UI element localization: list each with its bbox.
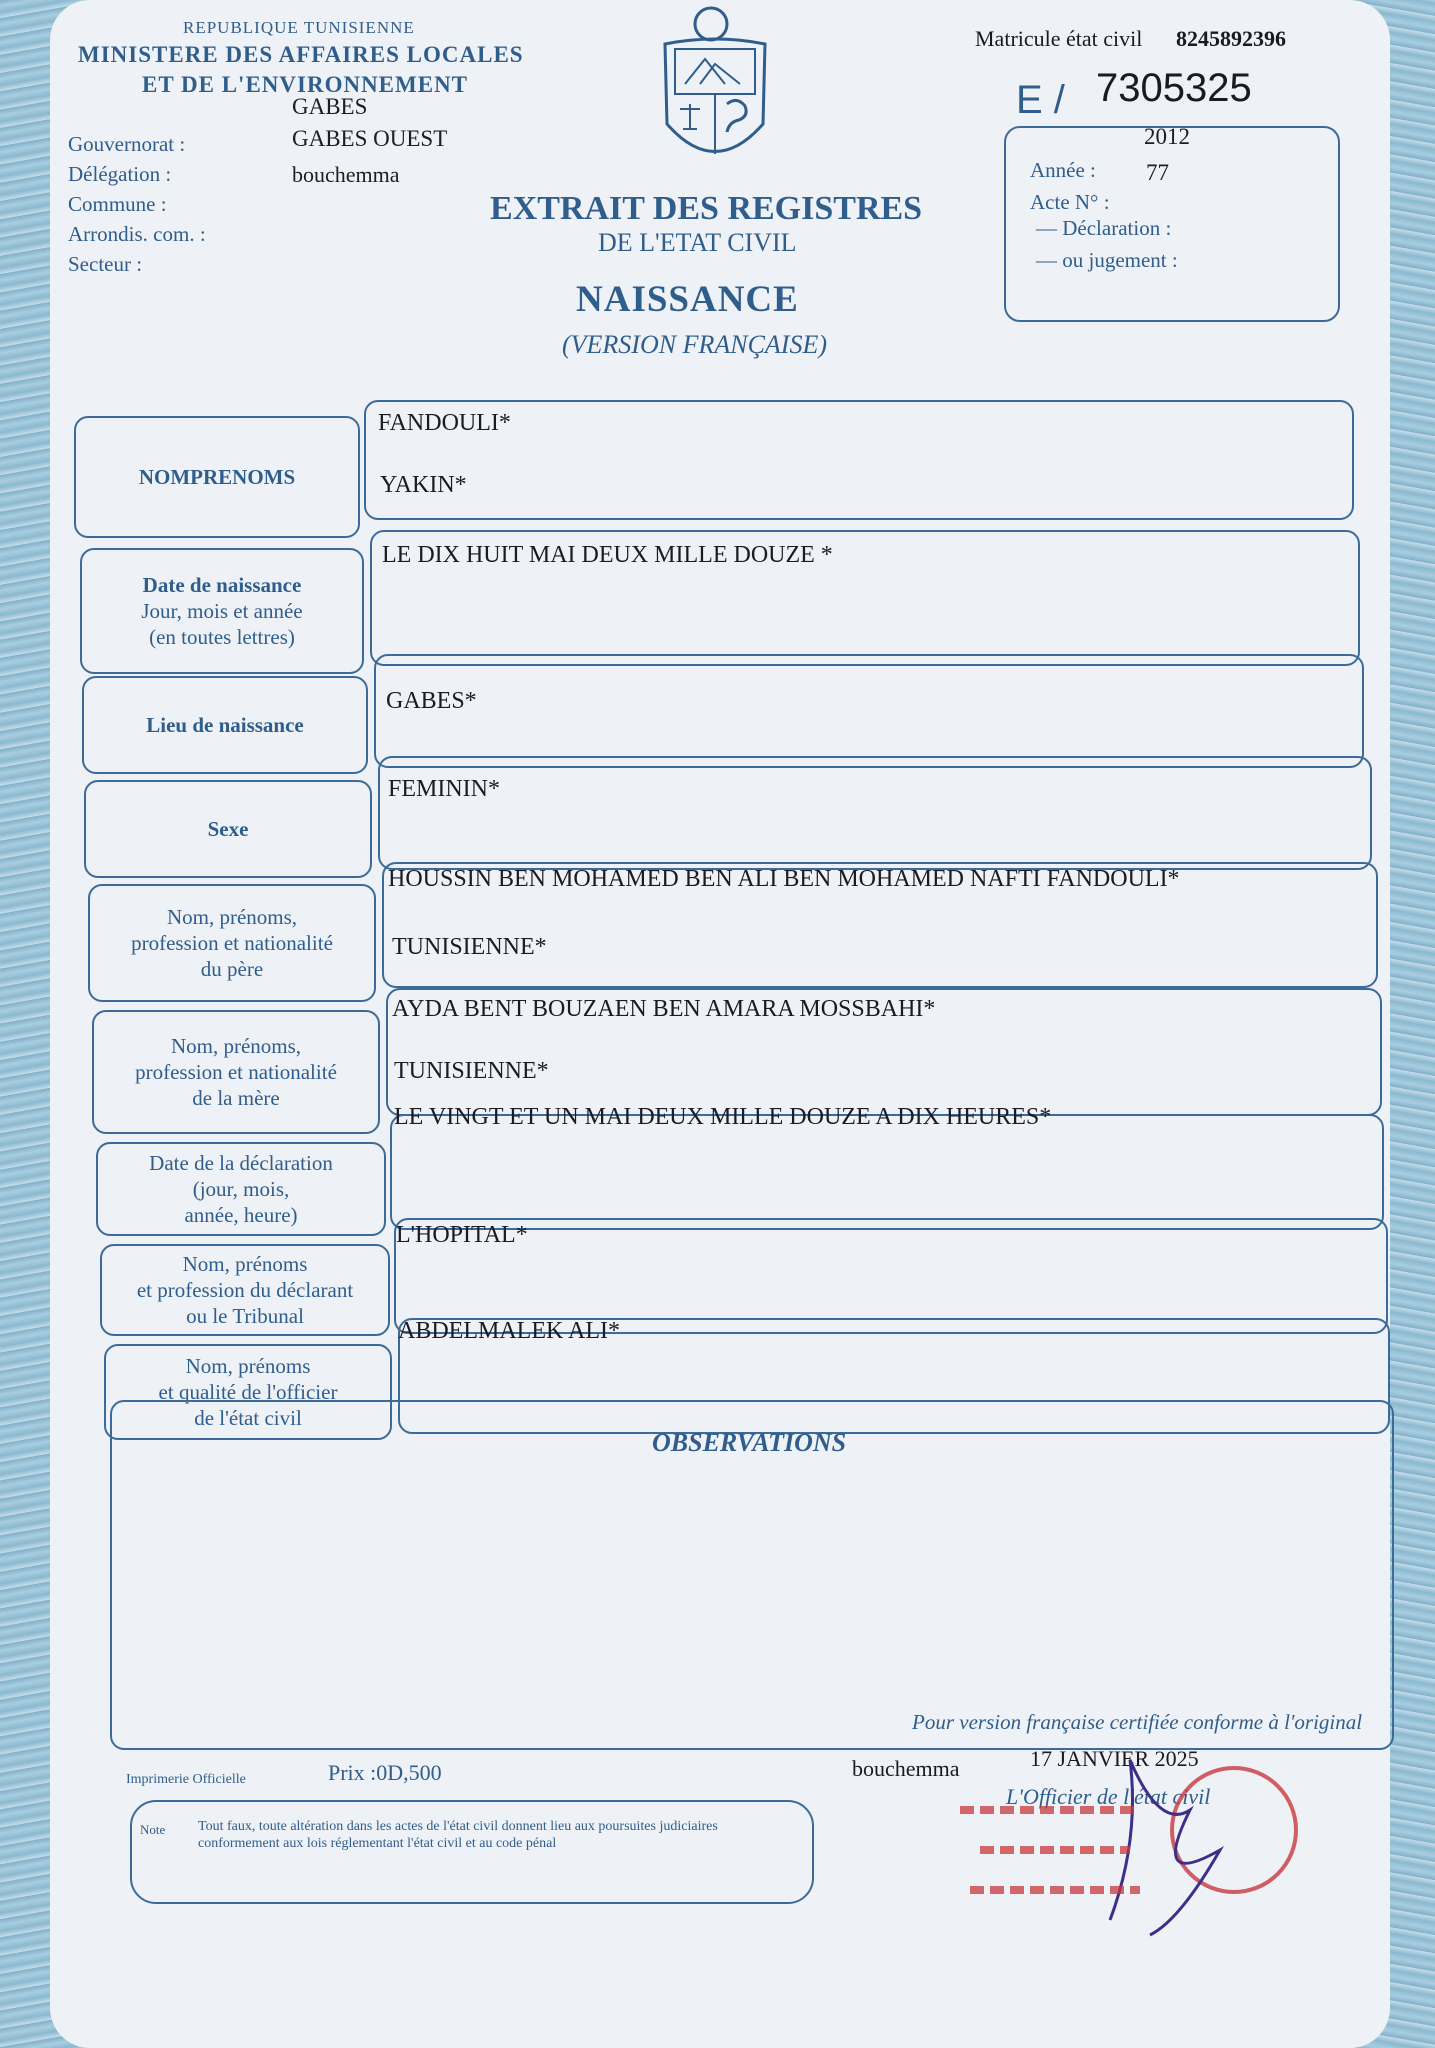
note-box: [130, 1800, 814, 1904]
declarant-value: L'HOPITAL*: [396, 1222, 528, 1248]
sexe-label: Sexe: [84, 780, 372, 878]
officier-signature-label: L'Officier de l'état civil: [1006, 1784, 1211, 1809]
serial-number: 7305325: [1096, 66, 1252, 110]
lieu-naissance-value: GABES*: [386, 688, 477, 714]
nom-value: FANDOULI*: [378, 410, 511, 436]
mere-name-value: AYDA BENT BOUZAEN BEN AMARA MOSSBAHI*: [392, 996, 936, 1022]
prix-text: Prix :0D,500: [328, 1760, 442, 1785]
acte-label: Acte N° :: [1030, 190, 1110, 214]
sexe-box: [378, 756, 1372, 870]
republic-label: REPUBLIQUE TUNISIENNE: [183, 18, 415, 37]
observations-title: OBSERVATIONS: [652, 1428, 847, 1457]
declarant-box: [394, 1218, 1388, 1334]
officier-label: Nom, prénoms et qualité de l'officier de l'état civil: [104, 1344, 392, 1440]
commune-label: Commune :: [68, 192, 167, 216]
delegation-value: bouchemma: [292, 162, 400, 187]
declarant-label: Nom, prénoms et profession du déclarant ou le Tribunal: [100, 1244, 390, 1336]
nom-prenoms-box: [364, 400, 1354, 520]
officier-value: ABDELMALEK ALI*: [398, 1318, 620, 1344]
matricule-label: Matricule état civil: [975, 26, 1143, 51]
matricule-value: 8245892396: [1176, 26, 1286, 51]
lieu-signature: bouchemma: [852, 1756, 960, 1781]
ministry-line2: ET DE L'ENVIRONNEMENT: [142, 72, 469, 97]
annee-label: Année :: [1030, 158, 1096, 182]
gouvernorat-value: GABES OUEST: [292, 126, 448, 151]
date-naissance-value: LE DIX HUIT MAI DEUX MILLE DOUZE *: [382, 542, 833, 568]
secteur-label: Secteur :: [68, 252, 143, 276]
date-declaration-box: [390, 1114, 1384, 1230]
extract-title: EXTRAIT DES REGISTRES: [490, 190, 923, 227]
ministry-line1: MINISTERE DES AFFAIRES LOCALES: [78, 42, 524, 67]
imprimerie-text: Imprimerie Officielle: [126, 1772, 246, 1787]
date-naissance-label: Date de naissance Jour, mois et année (en toutes lettres): [80, 548, 364, 674]
sexe-value: FEMININ*: [388, 776, 500, 802]
red-arabic-stamp-icon: [950, 1790, 1170, 1910]
date-declaration-value: LE VINGT ET UN MAI DEUX MILLE DOUZE A DIX HEURES*: [394, 1104, 1052, 1130]
certification-text: Pour version française certifiée conforme à l'original: [912, 1710, 1363, 1734]
annee-value: 2012: [1144, 124, 1190, 149]
extract-subtitle: DE L'ETAT CIVIL: [598, 228, 797, 257]
prenom-value: YAKIN*: [380, 472, 467, 498]
naissance-title: NAISSANCE: [576, 279, 799, 320]
lieu-naissance-box: [374, 654, 1364, 768]
date-declaration-label: Date de la déclaration (jour, mois, année, heure): [96, 1142, 386, 1236]
jugement-label: — ou jugement :: [1036, 248, 1178, 272]
date-signature: 17 JANVIER 2025: [1030, 1746, 1199, 1771]
coat-of-arms-icon: [655, 4, 775, 174]
lieu-naissance-label: Lieu de naissance: [82, 676, 368, 774]
serial-prefix: E /: [1016, 78, 1065, 122]
gouvernorat-top-value: GABES: [292, 94, 368, 119]
pere-name-value: HOUSSIN BEN MOHAMED BEN ALI BEN MOHAMED NAFTI FANDOULI*: [388, 866, 1180, 892]
declaration-label: — Déclaration :: [1036, 216, 1172, 240]
mere-nationalite-value: TUNISIENNE*: [394, 1058, 549, 1084]
arrondissement-label: Arrondis. com. :: [68, 222, 206, 246]
acte-value: 77: [1146, 160, 1169, 185]
nom-prenoms-label: NOM PRENOMS: [74, 416, 360, 538]
mere-label: Nom, prénoms, profession et nationalité de la mère: [92, 1010, 380, 1134]
note-label: Note: [140, 1822, 166, 1837]
delegation-label: Délégation :: [68, 162, 172, 186]
gouvernorat-label: Gouvernorat :: [68, 132, 186, 156]
pere-label: Nom, prénoms, profession et nationalité du père: [88, 884, 376, 1002]
pere-nationalite-value: TUNISIENNE*: [392, 934, 547, 960]
note-text: Tout faux, toute altération dans les actes de l'état civil donnent lieu aux poursuites judiciaires conformement aux lois réglementant l'état civil et au code pénal: [198, 1819, 718, 1851]
version-label: (VERSION FRANÇAISE): [562, 330, 827, 359]
